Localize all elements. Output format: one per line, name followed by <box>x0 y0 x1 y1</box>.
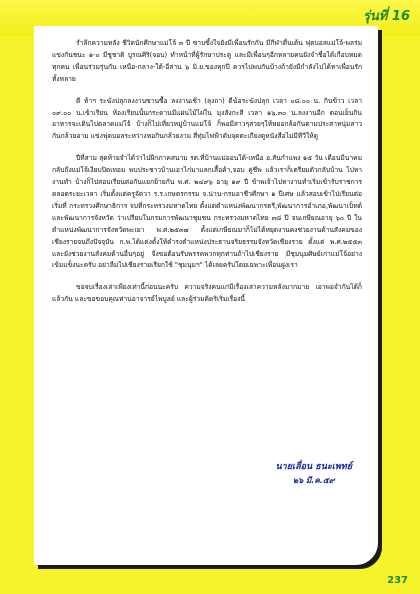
article-body <box>52 38 362 316</box>
author-date: ๒๖ มี.ค.๕๙ <box>292 476 335 485</box>
signature-block <box>276 460 352 488</box>
generation-label: รุ่นที่ 16 <box>362 9 410 24</box>
page-sheet <box>34 26 378 565</box>
paragraph-4: ขอจบเรื่องเล่าเพียงเท่านี้ก่อนนะครับ ความจริงคนแก่มีเรื่องเล่าความหลังมากมาย เอาพอจำกันได้ก็แล้วกัน และขอขอบคุณท่านอาจารย์ไพบูลย์ และผู้ร่วมคิดริเริ่มเรื่องนี้ <box>52 283 362 304</box>
paragraph-1: รำลึกความหลัง ชีวิตนักศึกษาแม่โจ้ ๓ ปี ซาบซึ้งใจยังมีเพื่อนรักกัน มีกีฬาตื่นเต้น ฟุตบอลแม่โจ้-พลร่ม แข่งกันชนะ ๑-๐ มีชูชาติ บูรณศิริ(จอบ) ทำหน้าที่ผู้รักษาประตู และมีเพื่อนๆอีกหลายคนยังจำชื่อได้เกือบหมดทุกคน เพื่อนร่วมรุ่นกัน เหนือ-กลาง-ใต้-อีสาน ๖ มิ.ย.ของทุกปี ควรไปพบกันบ้างถ้ายังมีกำลังไปได้หาเพื่อนรัก ทั้งหลาย <box>52 39 362 83</box>
author-name: นายเลื่อน ธนะเพทย์ <box>275 462 352 472</box>
paragraph-2: ตี ห้าฯ ระฆังปลุกลงงานซานซื้อ ลงงานเช้า (ลุงถา) ตีฆ้อระฆังปลุก เวลา ๐๘.๐๐ น. กินข้าว เวลา ๐๙.๐๐ น.เข้าเรียน ห้องเรียนนั้นกระดานมีแผ่นไม้ไผ่ใน มุงสังกะสี เวลา ๑๖.๓๐ น.ลงงานอีก ตอนเย็นกินอาหารจะเดินไปตลาดแม่โจ้ บ้างก็ไปเที่ยวหมู่บ้านแม่โจ้ ก็พอมีสาวๆสวยๆให้หยอกล้อกันตามประสาหนุ่มสาวกันกล้วยอาม แข่งฟุตบอลระหว่างหอกินกล้วยงาม สี่ทุ่มไฟฟ้าดับจุดตะเกียงดูหนังสือไม่มีทีวีให้ดู <box>52 96 362 141</box>
paragraph-3: ปีที่สาม สุดท้ายจำได้ว่าไปฝึกภาคสนาม รต.ที่บ้านแม่ออนใต้-เหนือ อ.สันกำแพง ๑๕ วัน เดือนมีนาคม กลับถึงแม่โจ้เงียบปิดเทอม พบประชาวบ้านเอาไก่มาแลกเสื้อค้า,จอบ คู่ชีพ แล้วเราก็เตรียมตัวกลับบ้าน ไปหางานทำ บ้างก็ไปสอบเรียนต่อกันแยกย้ายกัน พ.ศ. ๒๔๙๖ อายุ ๑๙ ปี ข้าพเจ้าไปหางานทำเริ่มเข้ารับราชการ ตลอดระยะเวลา เริ่มตั้งแต่ครูจัดวา ร.ร.เกษตรกรรม จ.น่าน-กรมอาชีวศึกษา ๑ ปีเศษ แล้วสอบเข้าไปเรียนต่อ เริ่มที่ กระทรวงศึกษาธิการ จบที่กระทรวงมหาดไทย ตั้งแต่ตำแหน่งพัฒนากรตรี,พัฒนาการอำเภอ,พัฒนาเบ็ทต์ และพัฒนาการจังหวัด ว่าเปรียบในกรมการพัฒนาชุมชน กระทรวงมหาดไทย ๓๘ ปี จนเกษียณอายุ ๖๐ ปี ในตำแหน่งพัฒนาการจังหวัดพะเยา พ.ศ.๒๕๓๗ ตั้งแต่เกษียณมาก็ไม่ได้หยุดงานคงช่วยงานด้านสังคมของเชียงรายจนถึงปัจจุบัน ก.พ.ได้แต่งตั้งให้ดำรงตำแหน่งประธานจริยธรรมจังหวัดเชียงราย ตั้งแต่ พ.ศ.๒๕๕๓ และยังช่วยงานสังคมด้านอื่นๆอยู่ จึงขอต้อนรับพรรคพวกทุกท่านถ้าไปเชียงราย มีชุมนุมศิษย์เก่าแม่โจ้อย่างเข้มแข็งนะครับ อย่าลืมไปเชียงรายเรียกใช้ "ชุมนุมฯ" ได้เลยครับโดยเฉพาะเพื่อนฝูงเรา <box>52 154 362 270</box>
page-number: 237 <box>387 575 408 586</box>
